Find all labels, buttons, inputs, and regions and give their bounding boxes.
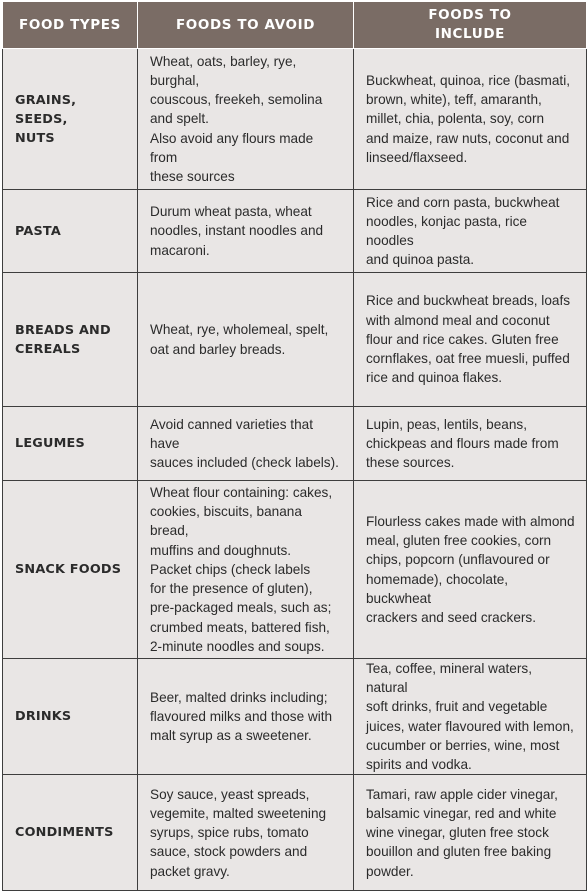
food-guide-table — [2, 2, 587, 891]
include-text-line: chickpeas and flours made from — [366, 435, 559, 451]
include-text-line: chips, popcorn (unflavoured or — [366, 552, 550, 568]
avoid-cell — [138, 659, 354, 775]
include-text-line: Buckwheat, quinoa, rice (basmati, — [366, 72, 571, 88]
include-text-line: meal, gluten free cookies, corn — [366, 533, 552, 549]
include-cell — [354, 49, 587, 190]
include-text-line: bouillon and gluten free baking — [366, 844, 552, 860]
food-type-cell — [3, 775, 138, 891]
avoid-text-line: these sources — [150, 169, 235, 184]
include-cell — [354, 190, 587, 273]
avoid-cell — [138, 775, 354, 891]
include-text-line: spirits and vodka. — [366, 757, 472, 773]
include-cell — [354, 775, 587, 891]
header-food-types: FOOD TYPES — [3, 2, 138, 49]
avoid-text-line: sauce, stock powders and — [150, 844, 308, 860]
table-row — [3, 49, 587, 190]
food-type-label-cont: NUTS — [15, 130, 55, 146]
include-text-line: millet, chia, polenta, soy, corn — [366, 111, 545, 127]
table-row — [3, 659, 587, 775]
avoid-text-line: for the presence of gluten), — [150, 581, 313, 597]
food-type-cell — [3, 407, 138, 481]
table-row — [3, 407, 587, 481]
include-text-line: and maize, raw nuts, coconut and — [366, 130, 570, 146]
food-type-cell — [3, 273, 138, 407]
include-cell — [354, 407, 587, 481]
avoid-text-line: Soy sauce, yeast spreads, — [150, 786, 310, 802]
avoid-text-line: Wheat, rye, wholemeal, spelt, — [150, 322, 329, 338]
include-text-line: these sources. — [366, 455, 455, 471]
avoid-cell — [138, 49, 354, 190]
food-type-label: LEGUMES — [15, 436, 85, 451]
food-type-label-cont: CEREALS — [15, 341, 81, 357]
avoid-cell — [138, 407, 354, 481]
include-text-line: juices, water flavoured with lemon, — [366, 718, 574, 734]
header-include-line1: FOODS TO — [428, 7, 512, 23]
include-text-line: flour and rice cakes. Gluten free — [366, 331, 559, 347]
avoid-text-line: malt syrup as a sweetener. — [150, 728, 312, 744]
avoid-cell — [138, 273, 354, 407]
avoid-text-line: noodles, instant noodles and — [150, 223, 324, 239]
avoid-text-line: 2-minute noodles and soups. — [150, 638, 325, 654]
include-cell — [354, 481, 587, 659]
header-foods-to-avoid: FOODS TO AVOID — [138, 2, 354, 49]
food-type-label: BREADS AND — [15, 322, 111, 338]
include-text-line: linseed/flaxseed. — [366, 149, 468, 165]
avoid-text-line: Avoid canned varieties that have — [150, 416, 313, 451]
avoid-text-line: syrups, spice rubs, tomato — [150, 825, 309, 841]
avoid-text-line: vegemite, malted sweetening — [150, 805, 327, 821]
avoid-text-line: Beer, malted drinks including; — [150, 689, 328, 705]
avoid-text-line: muffins and doughnuts. — [150, 542, 292, 558]
avoid-cell — [138, 190, 354, 273]
food-type-cell — [3, 190, 138, 273]
header-row — [3, 2, 587, 49]
avoid-text-line: crumbed meats, battered fish, — [150, 619, 330, 635]
include-text-line: with almond meal and coconut — [366, 312, 550, 328]
include-text-line: balsamic vinegar, red and white — [366, 805, 557, 821]
include-cell — [354, 659, 587, 775]
include-text-line: rice and quinoa flakes. — [366, 370, 503, 386]
include-text-line: Tea, coffee, mineral waters, natural — [366, 661, 532, 696]
include-text-line: noodles, konjac pasta, rice noodles — [366, 213, 527, 248]
avoid-text-line: sauces included (check labels). — [150, 455, 339, 471]
include-text-line: Tamari, raw apple cider vinegar, — [366, 786, 558, 802]
avoid-text-line: Wheat, oats, barley, rye, burghal, — [150, 53, 297, 88]
header-foods-to-include — [354, 2, 587, 49]
table-row — [3, 775, 587, 891]
food-type-cell — [3, 659, 138, 775]
include-text-line: homemade), chocolate, buckwheat — [366, 571, 509, 606]
include-text-line: powder. — [366, 863, 414, 879]
food-type-label: DRINKS — [15, 709, 72, 725]
include-text-line: wine vinegar, gluten free stock — [366, 825, 549, 841]
table-row — [3, 481, 587, 659]
food-type-label: PASTA — [15, 223, 61, 239]
avoid-cell — [138, 481, 354, 659]
avoid-text-line: oat and barley breads. — [150, 341, 286, 357]
avoid-text-line: pre-packaged meals, such as; — [150, 600, 332, 616]
table-row — [3, 190, 587, 273]
header-include-line2: INCLUDE — [435, 26, 505, 42]
food-type-label: CONDIMENTS — [15, 825, 114, 841]
include-text-line: Lupin, peas, lentils, beans, — [366, 416, 527, 432]
avoid-text-line: and spelt. — [150, 111, 209, 127]
include-text-line: Flourless cakes made with almond — [366, 513, 575, 529]
table-row — [3, 273, 587, 407]
include-cell — [354, 273, 587, 407]
include-text-line: and quinoa pasta. — [366, 252, 475, 268]
avoid-text-line: flavoured milks and those with — [150, 709, 333, 724]
include-text-line: soft drinks, fruit and vegetable — [366, 699, 548, 715]
avoid-text-line: Packet chips (check labels — [150, 561, 311, 577]
include-text-line: Rice and buckwheat breads, loafs — [366, 293, 571, 309]
include-text-line: brown, white), teff, amaranth, — [366, 92, 542, 108]
avoid-text-line: Wheat flour containing: cakes, — [150, 485, 333, 501]
include-text-line: crackers and seed crackers. — [366, 609, 536, 625]
include-text-line: Rice and corn pasta, buckwheat — [366, 194, 560, 210]
avoid-text-line: packet gravy. — [150, 863, 230, 879]
avoid-text-line: cookies, biscuits, banana bread, — [150, 504, 302, 539]
avoid-text-line: couscous, freekeh, semolina — [150, 92, 323, 108]
avoid-text-line: Durum wheat pasta, wheat — [150, 204, 312, 220]
avoid-text-line: macaroni. — [150, 242, 210, 258]
food-type-cell — [3, 481, 138, 659]
food-type-label: SNACK FOODS — [15, 562, 122, 577]
avoid-text-line: Also avoid any flours made from — [150, 130, 314, 165]
food-type-label: GRAINS, SEEDS, — [15, 92, 77, 127]
food-type-cell — [3, 49, 138, 190]
include-text-line: cornflakes, oat free muesli, puffed — [366, 351, 570, 367]
include-text-line: cucumber or berries, wine, most — [366, 737, 560, 753]
